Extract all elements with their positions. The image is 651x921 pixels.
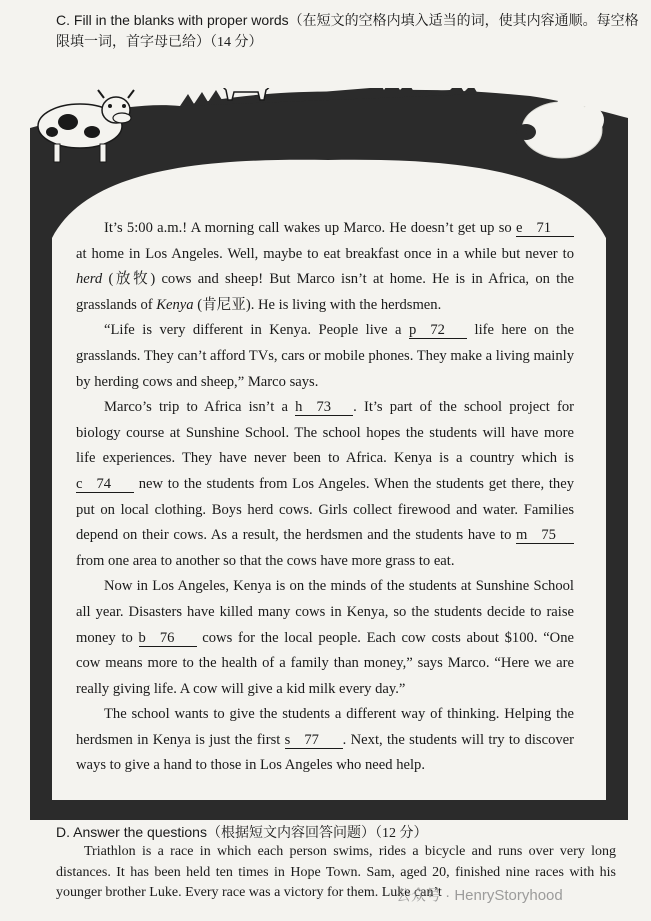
passage-c-paragraph: Marco’s trip to Africa isn’t a h 73 . It’s part of the school project for biology course at Sunshine School. The school hopes the students will have more life experiences. They have never been to Africa. Kenya is a country which is c 74 new to the students from Los Angeles. When the students get there, they put on local clothing. Boys herd cows. Girls collect firewood and water. Families depend on their cows. As a result, the herdsmen and the students have to m 75 from one area to another so that the cows have more grass to eat.	[76, 399, 574, 569]
term-kenya: Kenya	[156, 296, 194, 313]
blank-74[interactable]: c 74	[76, 476, 134, 493]
passage-c-paragraph: The school wants to give the students a different way of thinking. Helping the herdsmen in Kenya is just the first s 77 . Next, the students will try to discover ways to give a hand to those in Los Angeles who need help.	[76, 706, 575, 774]
section-c-heading	[56, 10, 646, 53]
passage-c-paragraph: It’s 5:00 a.m.! A morning call wakes up Marco. He doesn’t get up so e 71 at home in Los Angeles. Well, maybe to eat breakfast once in a while but never to herd (放牧) cows and sheep! But Marco isn’t at home. He is in Africa, on the grasslands of Kenya (肯尼亚). He is living with the herdsmen.	[76, 220, 574, 313]
section-d-heading	[56, 822, 641, 844]
section-d-instruction: （根据短文内容回答问题）（12 分）	[206, 826, 428, 841]
passage-c-paragraph: “Life is very different in Kenya. People live a p 72 life here on the grasslands. They can’t afford TVs, cars or mobile phones. They make a living mainly by herding cows and sheep,” Marco says.	[76, 322, 574, 390]
passage-c-paragraph: Now in Los Angeles, Kenya is on the minds of the students at Sunshine School all year. Disasters have killed many cows in Kenya, so the students decide to raise money to b 76 cows for the local people. Each cow costs about $100. “One cow means more to the health of a family than money,” says Marco. “Here we are really giving life. A cow will give a kid milk every day.”	[76, 578, 574, 697]
blank-76[interactable]: b 76	[139, 630, 197, 647]
passage-c	[76, 216, 574, 779]
section-c-instruction: （在短文的空格内填入适当的词，使其内容通顺。每空格限填一词，首字母已给）（14 分）	[56, 14, 639, 50]
passage-d-paragraph: Triathlon is a race in which each person swims, rides a bicycle and runs over very long distances. It has been held ten times in Hope Town. Sam, aged 20, finished nine races with his younger brother Luke. Every race was a victory for them. Luke can’t	[56, 844, 616, 900]
section-d-title: D. Answer the questions	[56, 824, 207, 840]
blank-77[interactable]: s 77	[285, 732, 343, 749]
blank-75[interactable]: m 75	[516, 527, 574, 544]
section-c-title: C. Fill in the blanks with proper words	[56, 12, 289, 28]
blank-73[interactable]: h 73	[295, 399, 353, 416]
term-herd: herd	[76, 271, 103, 288]
blank-72[interactable]: p 72	[409, 322, 467, 339]
blank-71[interactable]: e 71	[516, 220, 574, 237]
watermark: 公众号 · HenryStoryhood	[396, 887, 563, 904]
